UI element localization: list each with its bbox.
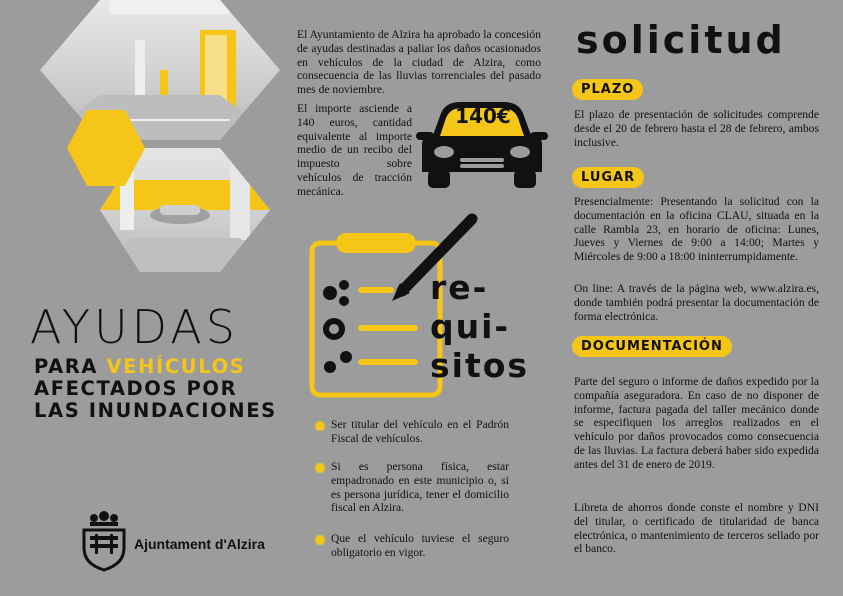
subtitle-line-3: LAS INUNDACIONES [34, 399, 277, 422]
requisito-item-2: Si es persona física, estar empadronado en este municipio o, si es persona jurídica, tener el domicilio fiscal en Alzira. [331, 460, 509, 515]
subtitle-line-2: AFECTADOS POR [34, 377, 238, 400]
documentacion-text-1: Parte del seguro o informe de daños expedido por la compañía aseguradora. En caso de no disponer de informe, factura pagada del taller mecánico donde se especifiquen los arreglos realizados en el vehículo por daños provocados como consecuencia de las lluvias. La factura deberá haber sido expedida antes del 31 de enero de 2019. [574, 375, 819, 471]
lugar-text-online: On line: A través de la página web, www.alzira.es, donde también podrá presentar la documentación de forma electrónica. [574, 282, 819, 323]
subtitle-highlight: VEHÍCULOS [106, 355, 246, 378]
parking-photo-top [0, 0, 290, 150]
requisito-item-3: Que el vehículo tuviese el seguro obligatorio en vigor. [331, 532, 509, 559]
main-title: AYUDAS [30, 300, 239, 354]
intro-paragraph-1: El Ayuntamiento de Alzira ha aprobado la concesión de ayudas destinadas a paliar los daños ocasionados en vehículos de la ciudad de Alzira, como consecuencia de las lluvias torrenciales del pasado mes de noviembre. [297, 28, 541, 97]
intro-paragraph-2: El importe asciende a 140 euros, cantidad equivalente al importe medio de un recibo del impuesto sobre vehículos de tracción mecánica. [297, 102, 412, 198]
subtitle-prefix: PARA [34, 355, 107, 378]
subtitle-line-1 [34, 356, 245, 377]
amount-label: 140€ [455, 104, 511, 128]
ajuntament-name: Ajuntament d'Alzira [134, 536, 265, 552]
parking-photo-collage [0, 0, 290, 290]
documentacion-badge: DOCUMENTACIÓN [572, 336, 732, 357]
requisitos-title-2: qui- [430, 307, 511, 346]
bullet-dot-3 [315, 535, 325, 545]
requisitos-title-1: re- [430, 268, 489, 307]
lugar-text-presencial: Presencialmente: Presentando la solicitud con la documentación en la oficina CLAU, situada en la calle Rambla 23, en horario de oficina: Lunes, Jueves y Viernes de 9:00 a 14:00; Martes y Miércoles de 9:00 a 18:00 ininterrumpidamente. [574, 195, 819, 264]
solicitud-title: solicitud [576, 18, 786, 62]
lugar-badge: LUGAR [572, 167, 644, 188]
plazo-badge: PLAZO [572, 79, 643, 100]
plazo-text: El plazo de presentación de solicitudes comprende desde el 20 de febrero hasta el 28 de febrero, ambos inclusive. [574, 108, 819, 149]
requisitos-title-3: sitos [430, 346, 530, 385]
bullet-dot-1 [315, 421, 325, 431]
documentacion-text-2: Libreta de ahorros donde conste el nombre y DNI del titular, o certificado de titularidad de banca electrónica, o mantenimiento de terceros sellado por el banco. [574, 501, 819, 556]
ajuntament-crest-logo [78, 508, 130, 572]
bullet-dot-2 [315, 463, 325, 473]
requisito-item-1: Ser titular del vehículo en el Padrón Fiscal de vehículos. [331, 418, 509, 445]
